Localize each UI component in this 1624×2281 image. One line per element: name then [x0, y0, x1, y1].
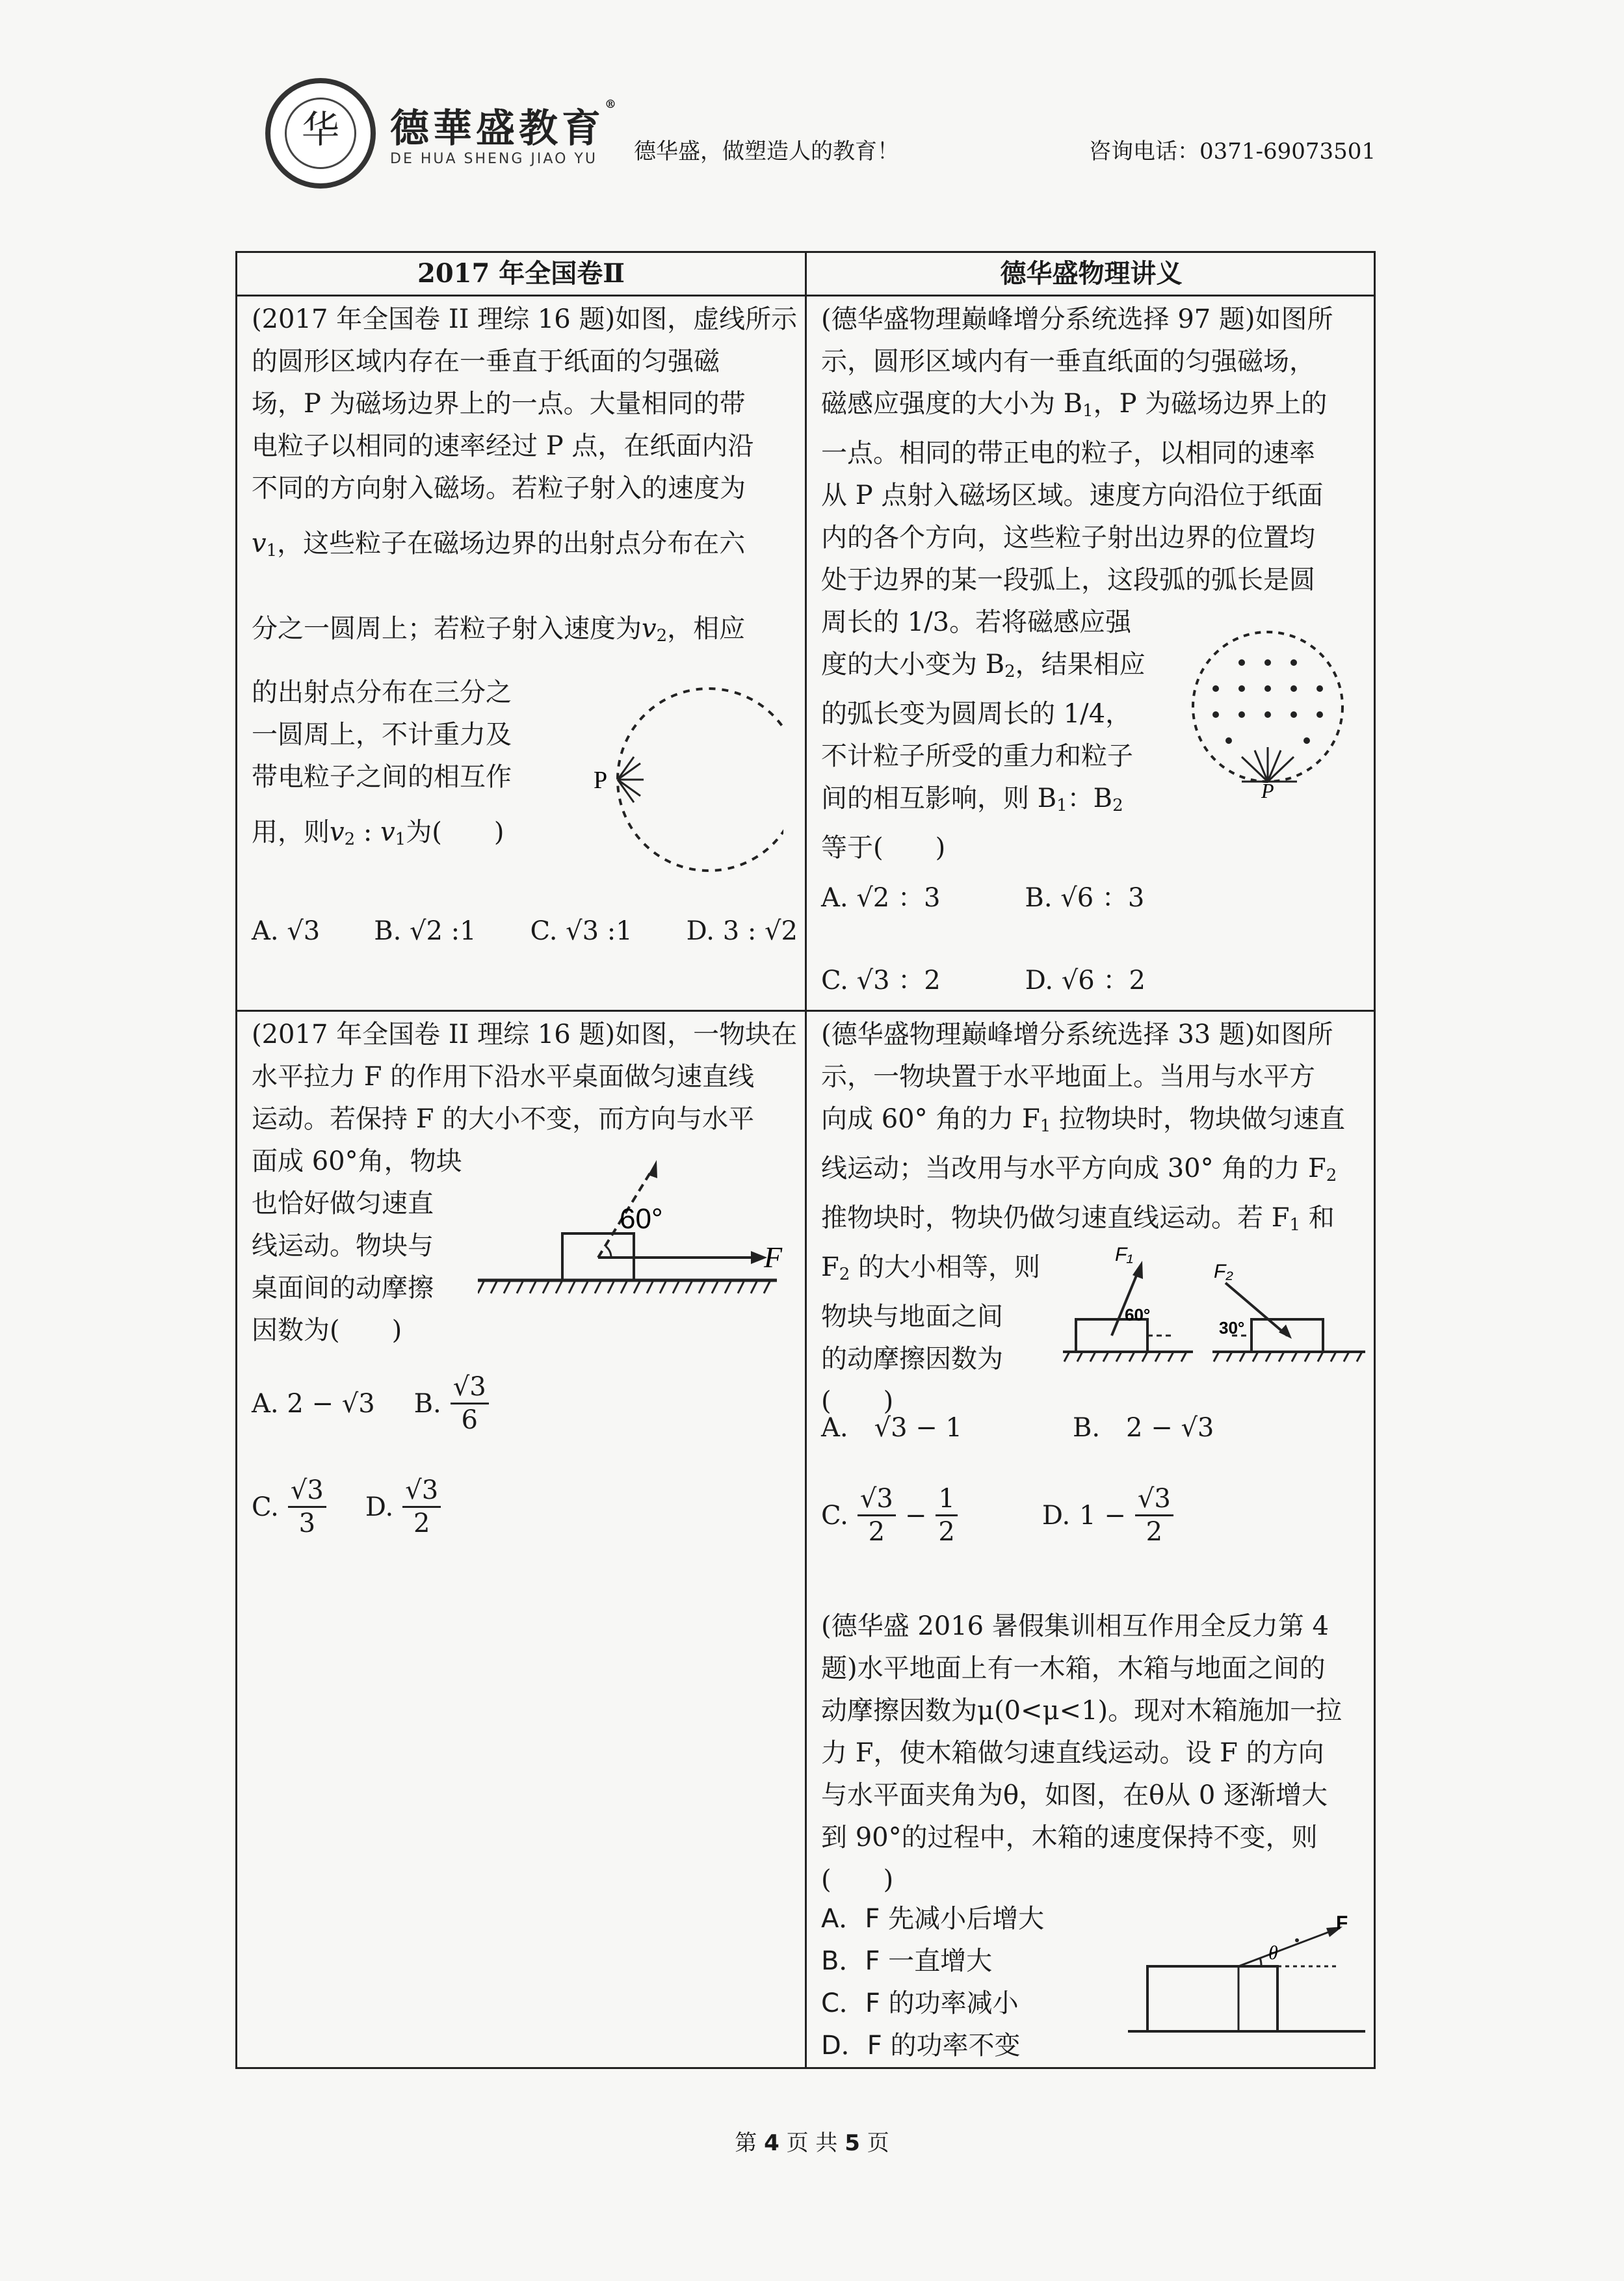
question-2-left: (2017 年全国卷 II 理综 16 题)如图，一物块在 水平拉力 F 的作用下沿水平桌面做匀速直线 运动。若保持 F 的大小不变，而方向与水平 面成 60°角，物块 也恰好做匀速直 线运动。物块与 桌面间的动摩擦 因数为( )	[252, 1020, 798, 1345]
magnetic-field-circle-figure-right	[1180, 624, 1356, 799]
question-1-right: (德华盛物理巅峰增分系统选择 97 题)如图所 示，圆形区域内有一垂直纸面的匀强磁场， 磁感应强度的大小为 $B_1$，P 为磁场边界上的 一点。相同的带正电的粒子，以相同的速率 从 P 点射入磁场区域。速度方向沿位于纸面 内的各个方向，这些粒子射出边界的位置均 处于边界的某一段弧上，这段弧的弧长是圆 周长的 1/3。若将磁感应强 度的大小变为 $B_2$，结果相应 的弧长变为圆周长的 1/4， 不计粒子所受的重力和粒子 间的相互影响，则 $B_1$：$B_2$ 等于( )	[821, 304, 1333, 863]
question-1-right-options	[821, 877, 1367, 997]
box-pulled-at-angle-figure	[1108, 1905, 1369, 2048]
option-a[interactable]: A. √2 ：3	[821, 883, 941, 913]
block-two-forces-figure	[1063, 1241, 1369, 1371]
total-pages: 5	[845, 2130, 860, 2156]
option-c[interactable]: C. √3 :1	[530, 916, 633, 946]
comparison-table	[235, 251, 1376, 2069]
current-page: 4	[764, 2130, 779, 2156]
option-a[interactable]: A. √3	[252, 916, 321, 946]
column-title-right: 德华盛物理讲义	[1000, 258, 1183, 289]
angle-label: 60°	[620, 1203, 663, 1235]
page-footer: 第 4 页 共 5 页	[735, 2130, 889, 2156]
brand-name-pinyin: DE HUA SHENG JIAO YU	[390, 151, 597, 167]
option-d[interactable]: D. √6 ：2	[1025, 966, 1146, 995]
option-d[interactable]: D. 3 : √2	[686, 916, 798, 946]
question-2-right: (德华盛物理巅峰增分系统选择 33 题)如图所 示，一物块置于水平地面上。当用与水平方 向成 60° 角的力 $F_1$ 拉物块时，物块做匀速直 线运动；当改用与水平方向成 30° 角的力 $F_2$ 推物块时，物块仍做匀速直线运动。若 $F_1$ 和 $F_2$ 的大小相等，则 物块与地面之间 的动摩擦因数为 ( )	[821, 1020, 1346, 1416]
brand-name: 德華盛教育®	[390, 98, 620, 152]
question-3-right-options	[821, 1898, 1094, 2067]
angle-theta-label: θ	[1268, 1942, 1278, 1964]
option-b[interactable]: B. √3 6	[414, 1371, 489, 1436]
option-b[interactable]: B. √2 :1	[374, 916, 477, 946]
logo-glyph: 华	[301, 107, 339, 152]
question-1-left: (2017 年全国卷 II 理综 16 题)如图，虚线所示 的圆形区域内存在一垂直于纸面的匀强磁 场，P 为磁场边界上的一点。大量相同的带 电粒子以相同的速率经过 P 点，在纸面内沿 不同的方向射入磁场。若粒子射入的速度为 $v_1$，这些粒子在磁场边界的出射点分布在六 分之一圆周上；若粒子射入速度为$v_2$，相应 的出射点分布在三分之 一圆周上，不计重力及 带电粒子之间的相互作 用，则$v_2$ : $v_1$为( )	[252, 304, 798, 849]
force-label: F	[1336, 1912, 1348, 1934]
option-a[interactable]: A．F 先减小后增大	[821, 1904, 1045, 1934]
option-a[interactable]: A. 2 − √3	[252, 1388, 375, 1419]
force-f1-label: F₁	[1115, 1244, 1133, 1265]
block-on-table-figure	[478, 1150, 783, 1313]
phone-number: 咨询电话：0371-69073501	[1089, 138, 1376, 165]
option-d[interactable]: D. 1 − $\frac{√3}{2}$	[1042, 1483, 1173, 1548]
option-d[interactable]: D. √3 2	[365, 1475, 441, 1539]
question-2-right-options	[821, 1407, 1367, 1548]
question-2-left-options	[252, 1371, 798, 1539]
column-divider	[805, 253, 807, 2067]
option-c[interactable]: C．F 的功率减小	[821, 1988, 1019, 2018]
slogan: 德华盛，做塑造人的教育！	[634, 138, 899, 165]
point-p-label: P	[1261, 779, 1274, 799]
option-c[interactable]: C. √3 ：2	[821, 966, 941, 995]
point-p-label: P	[594, 767, 608, 794]
option-b[interactable]: B. 2 − √3	[1072, 1413, 1214, 1443]
option-a[interactable]: A. √3 − 1	[821, 1413, 962, 1443]
header-divider	[237, 295, 1374, 297]
force-f2-label: F₂	[1214, 1261, 1233, 1282]
question-3-right: (德华盛 2016 暑假集训相互作用全反力第 4 题)水平地面上有一木箱，木箱与地面之间的 动摩擦因数为μ(0<μ<1)。现对木箱施加一拉 力 F，使木箱做匀速直线运动。设 F 的方向 与水平面夹角为θ，如图，在θ从 0 逐渐增大 到 90°的过程中，木箱的速度保持不变，则 ( )	[821, 1611, 1342, 1895]
angle-60-label: 60°	[1125, 1305, 1151, 1325]
option-c[interactable]: C. √3 3	[252, 1475, 326, 1539]
column-title-left: 2017 年全国卷Ⅱ	[417, 258, 625, 289]
row-divider	[237, 1010, 1374, 1012]
option-d[interactable]: D．F 的功率不变	[821, 2031, 1021, 2061]
magnetic-field-circle-figure-left	[562, 682, 783, 877]
option-c[interactable]: C. √3 2 − $\frac{1}{2}$	[821, 1483, 958, 1548]
option-b[interactable]: B．F 一直增大	[821, 1946, 993, 1976]
logo-seal	[265, 78, 376, 189]
force-label: F	[764, 1241, 783, 1274]
option-b[interactable]: B. √6 ：3	[1025, 883, 1145, 913]
angle-30-label: 30°	[1219, 1318, 1245, 1338]
question-1-left-options	[252, 916, 798, 946]
